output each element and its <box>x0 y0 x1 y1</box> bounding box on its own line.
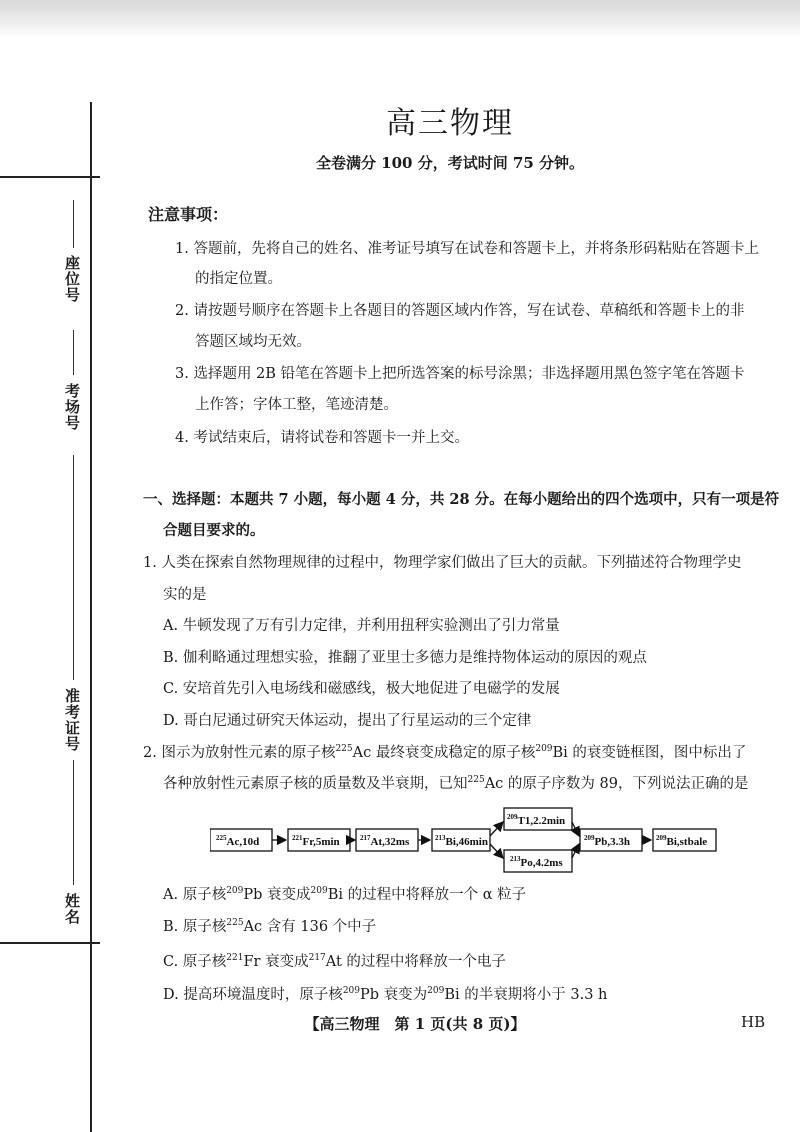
q1-stem-line2: 实的是 <box>163 587 207 603</box>
q1-option-b: B. 伽利略通过理想实验，推翻了亚里士多德力是维持物体运动的原因的观点 <box>163 650 647 666</box>
notice-item-2-line2: 答题区域均无效。 <box>195 334 311 350</box>
q1-option-d: D. 哥白尼通过研究天体运动，提出了行星运动的三个定律 <box>163 713 532 729</box>
notice-item-2-line1: 2. 请按题号顺序在答题卡上各题目的答题区域内作答，写在试卷、草稿纸和答题卡上的非 <box>175 303 745 319</box>
page-title: 高三物理 <box>386 106 514 141</box>
name-fill-line <box>73 760 74 885</box>
notice-item-1-line2: 的指定位置。 <box>195 271 282 287</box>
q1-stem-line1: 1. 人类在探索自然物理规律的过程中，物理学家们做出了巨大的贡献。下列描述符合物理学史 <box>143 555 742 571</box>
notice-item-3-line2: 上作答；字体工整，笔迹清楚。 <box>195 397 398 413</box>
page-footer: 【高三物理 第 1 页(共 8 页)】 <box>304 1015 526 1033</box>
binding-divider-bottom <box>0 942 100 944</box>
decay-chain-diagram <box>210 805 730 895</box>
admission-ticket-label: 准考证号 <box>63 688 81 752</box>
arrow-po-pb <box>572 844 579 858</box>
room-fill-line <box>73 330 74 375</box>
q2-stem-line2: 各种放射性元素原子核的质量数及半衰期，已知$^{225}$Ac 的原子序数为 89，下列说法正确的是 <box>163 775 749 792</box>
bi209-label: $^{209}$Bi,stbale <box>656 834 708 848</box>
binding-line <box>90 102 92 1132</box>
bi213-label: $^{213}$Bi,46min <box>435 834 488 848</box>
pb209-label: $^{209}$Pb,3.3h <box>584 834 630 848</box>
notice-item-4: 4. 考试结束后，请将试卷和答题卡一并上交。 <box>175 430 469 446</box>
paper-code: HB <box>741 1013 766 1031</box>
q2-option-a: A. 原子核$^{209}$Pb 衰变成$^{209}$Bi 的过程中将释放一个 α 粒子 <box>163 886 527 903</box>
fr221-label: $^{221}$Fr,5min <box>292 834 340 848</box>
binding-divider-top <box>0 176 100 178</box>
scan-shadow <box>0 0 800 38</box>
q1-option-c: C. 安培首先引入电场线和磁感线，极大地促进了电磁学的发展 <box>163 681 560 697</box>
ticket-fill-line <box>73 455 74 680</box>
section-heading-line1: 一、选择题：本题共 7 小题，每小题 4 分，共 28 分。在每小题给出的四个选项中，只有一项是符 <box>143 491 780 508</box>
tl209-label: $^{209}$T1,2.2min <box>507 813 566 827</box>
po213-label: $^{213}$Po,4.2ms <box>510 855 563 869</box>
exam-subtitle: 全卷满分 100 分，考试时间 75 分钟。 <box>315 154 585 172</box>
q2-option-b: B. 原子核$^{225}$Ac 含有 136 个中子 <box>163 918 377 935</box>
q1-option-a: A. 牛顿发现了万有引力定律，并利用扭秤实验测出了引力常量 <box>163 618 560 634</box>
q2-option-c: C. 原子核$^{221}$Fr 衰变成$^{217}$At 的过程中将释放一个电子 <box>163 953 506 970</box>
notice-item-3-line1: 3. 选择题用 2B 铅笔在答题卡上把所选答案的标号涂黑；非选择题用黑色签字笔在答题卡 <box>175 366 745 382</box>
notice-heading: 注意事项： <box>148 205 229 224</box>
q2-stem-line1: 2. 图示为放射性元素的原子核$^{225}$Ac 最终衰变成稳定的原子核$^{209}$Bi 的衰变链框图，图中标出了 <box>143 744 747 761</box>
name-label: 姓名 <box>63 893 81 925</box>
seat-number-label: 座位号 <box>63 255 81 303</box>
q2-option-d: D. 提高环境温度时，原子核$^{209}$Pb 衰变为$^{209}$Bi 的半衰期将小于 3.3 h <box>163 986 608 1003</box>
notice-item-1-line1: 1. 答题前，先将自己的姓名、准考证号填写在试卷和答题卡上，并将条形码粘贴在答题卡上 <box>175 241 759 257</box>
exam-room-label: 考场号 <box>63 383 81 431</box>
arrow-bi213-po <box>490 844 503 858</box>
arrow-tl-pb <box>572 822 579 836</box>
ac225-label: $^{225}$Ac,10d <box>216 834 260 848</box>
arrow-bi213-tl <box>490 822 503 836</box>
at217-label: $^{217}$At,32ms <box>360 834 410 848</box>
seat-fill-line <box>73 200 74 248</box>
section-heading-line2: 合题目要求的。 <box>163 522 265 539</box>
